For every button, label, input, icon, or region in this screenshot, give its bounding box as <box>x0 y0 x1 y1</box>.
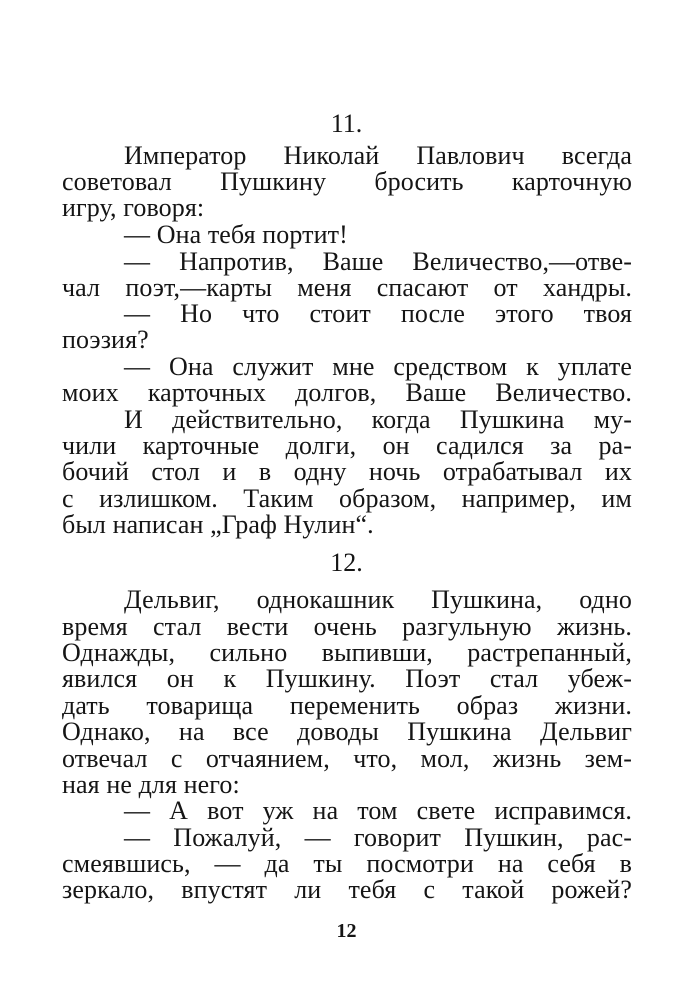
section-12-line-1: Дельвиг, однокашник Пушкина, одно <box>124 585 632 614</box>
section-11-line-14: с излишком. Таким образом, например, им <box>62 484 632 513</box>
section-11-line-8: поэзия? <box>62 325 149 354</box>
section-12-heading: 12. <box>330 548 363 577</box>
section-11-line-1: Император Николай Павлович всегда <box>124 141 632 170</box>
section-11-line-6: чал поэт,—карты меня спасают от хандры. <box>62 273 632 302</box>
section-11-line-5: — Напротив, Ваше Величество,—отве- <box>124 247 632 276</box>
section-12-line-5: дать товарища переменить образ жизни. <box>62 691 632 720</box>
section-12-line-10: — Пожалуй, — говорит Пушкин, рас- <box>124 823 632 852</box>
section-11-line-13: бочий стол и в одну ночь отрабатывал их <box>62 457 632 486</box>
section-12-line-9: — А вот уж на том свете исправимся. <box>124 796 632 825</box>
page-number: 12 <box>336 920 357 942</box>
section-12-line-2: время стал вести очень разгульную жизнь. <box>62 612 632 641</box>
section-12-line-3: Однажды, сильно выпивши, растрепанный, <box>62 638 632 667</box>
section-12-line-7: отвечал с отчаянием, что, мол, жизнь зем- <box>62 744 632 773</box>
section-11-line-7: — Но что стоит после этого твоя <box>124 299 632 328</box>
section-11-line-3: игру, говоря: <box>62 193 205 222</box>
section-11-heading: 11. <box>330 109 363 138</box>
section-12-line-11: смеявшись, — да ты посмотри на себя в <box>62 849 632 878</box>
section-11-line-9: — Она служит мне средством к уплате <box>124 352 632 381</box>
section-11-line-11: И действительно, когда Пушкина му- <box>124 405 632 434</box>
section-11-line-10: моих карточных долгов, Ваше Величество. <box>62 378 632 407</box>
section-12-line-6: Однако, на все доводы Пушкина Дельвиг <box>62 717 632 746</box>
section-11-line-4: — Она тебя портит! <box>124 220 348 249</box>
section-11-line-2: советовал Пушкину бросить карточную <box>62 167 632 196</box>
section-11-line-15: был написан „Граф Нулин“. <box>62 510 374 539</box>
section-11-line-12: чили карточные долги, он садился за ра- <box>62 431 632 460</box>
section-12-line-8: ная не для него: <box>62 770 240 799</box>
section-12-line-4: явился он к Пушкину. Поэт стал убеж- <box>62 664 632 693</box>
section-12-line-12: зеркало, впустят ли тебя с такой рожей? <box>62 875 632 904</box>
